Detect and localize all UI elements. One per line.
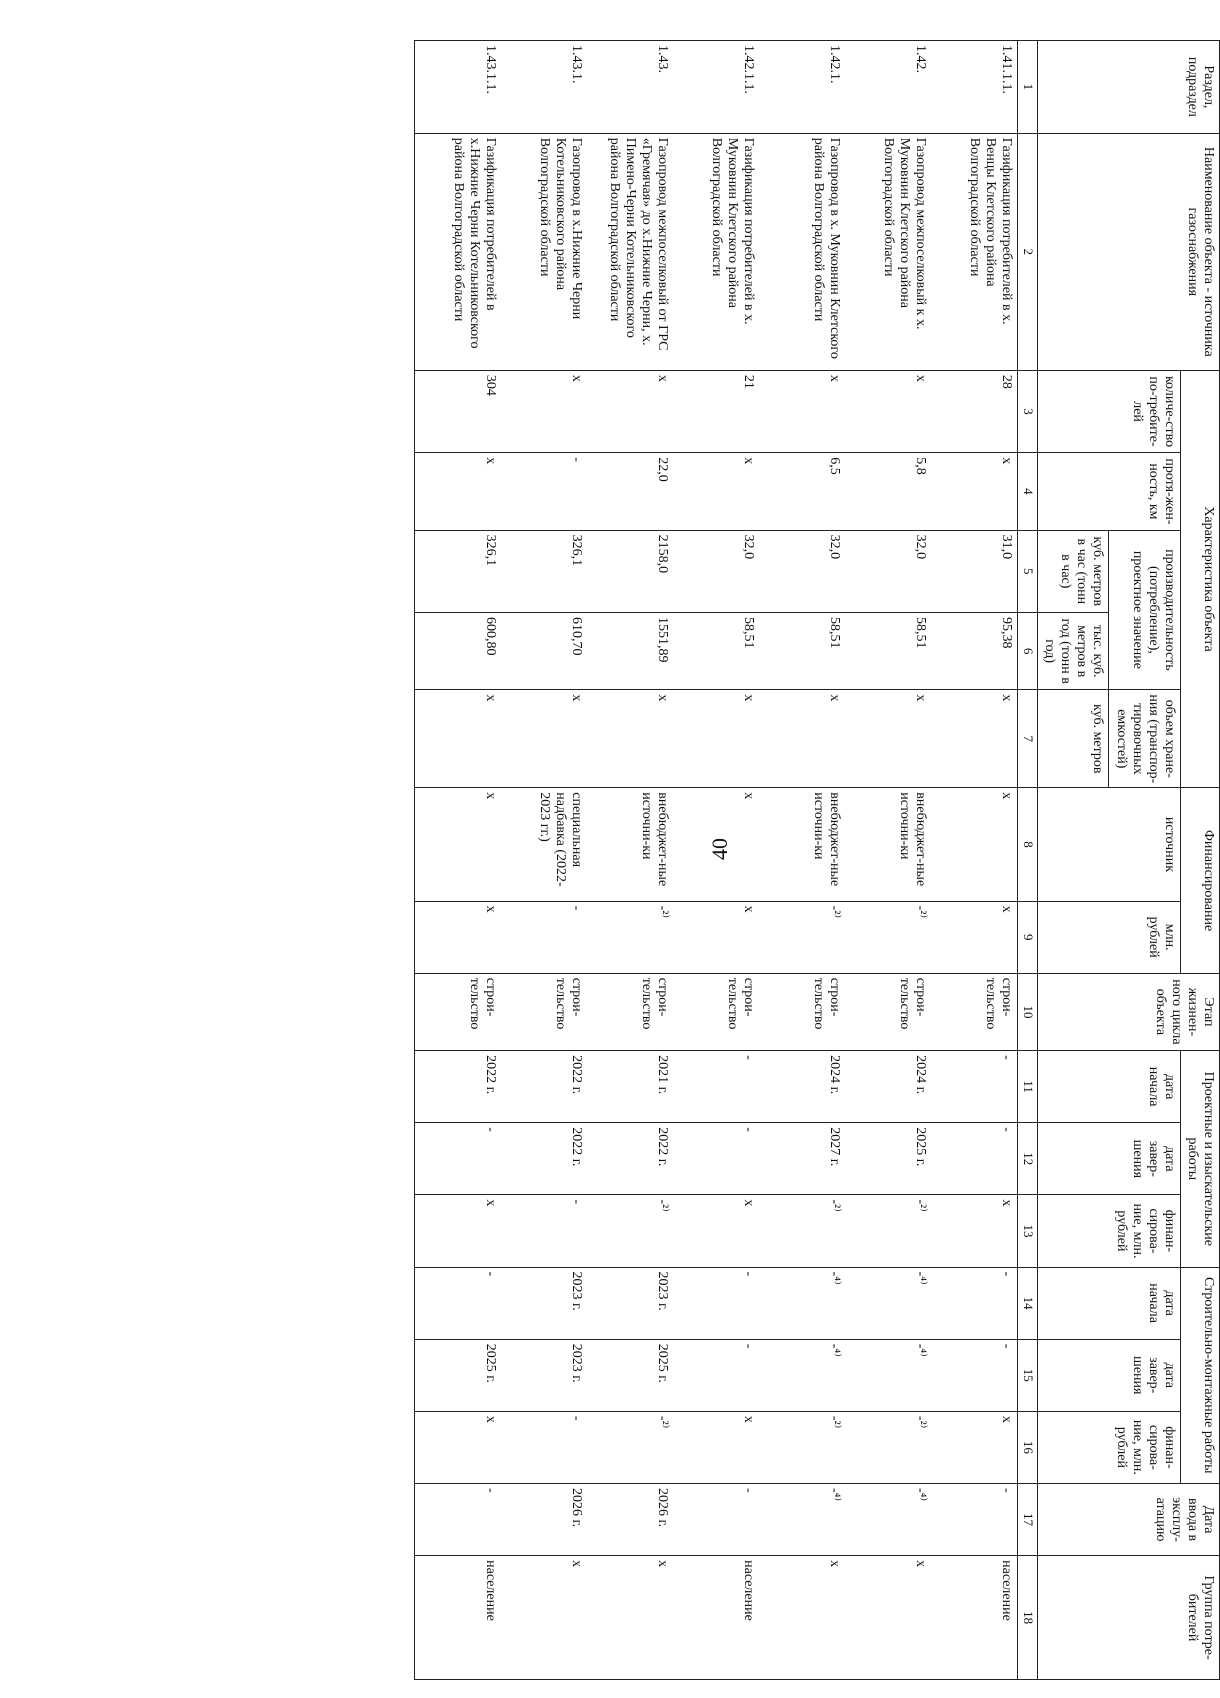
- cell-lifecycle: строи-тельство: [415, 973, 502, 1050]
- cell-construction-start: -: [673, 1267, 759, 1339]
- column-number: 14: [1018, 1267, 1038, 1339]
- cell-construction-end: -: [931, 1339, 1018, 1411]
- header-storage-unit: куб. метров: [1038, 690, 1109, 788]
- column-number: 10: [1018, 973, 1038, 1050]
- column-number: 7: [1018, 690, 1038, 788]
- cell-consumers-count: х: [845, 370, 931, 452]
- cell-design-end: 2022 г.: [587, 1123, 673, 1195]
- cell-cubic-per-hour: 31,0: [931, 530, 1018, 612]
- header-commissioning: Дата ввода в эксплу-атацию: [1038, 1483, 1220, 1555]
- cell-section: 1.41.1.1.: [931, 41, 1018, 134]
- cell-lifecycle: строи-тельство: [845, 973, 931, 1050]
- cell-length: 22,0: [587, 453, 673, 530]
- cell-thousand-cubic-per-year: 58,51: [759, 613, 845, 690]
- cell-section: 1.42.1.1.: [673, 41, 759, 134]
- cell-source: х: [673, 788, 759, 901]
- cell-length: х: [673, 453, 759, 530]
- cell-consumers-count: 21: [673, 370, 759, 452]
- cell-construction-end: 2023 г.: [501, 1339, 587, 1411]
- cell-section: 1.43.1.1.: [415, 41, 502, 134]
- column-number: 17: [1018, 1483, 1038, 1555]
- cell-construction-end: 2025 г.: [415, 1339, 502, 1411]
- cell-commissioning: -: [673, 1483, 759, 1555]
- cell-consumer-group: население: [673, 1556, 759, 1680]
- cell-design-end: -: [931, 1123, 1018, 1195]
- cell-design-end: -: [415, 1123, 502, 1195]
- cell-thousand-cubic-per-year: 610,70: [501, 613, 587, 690]
- cell-source: х: [415, 788, 502, 901]
- cell-consumer-group: х: [587, 1556, 673, 1680]
- column-number: 11: [1018, 1051, 1038, 1123]
- cell-construction-end: -: [673, 1339, 759, 1411]
- cell-construction-start: 2023 г.: [587, 1267, 673, 1339]
- cell-construction-financing: х: [415, 1411, 502, 1483]
- cell-cubic-per-hour: 2158,0: [587, 530, 673, 612]
- cell-commissioning: -⁴⁾: [759, 1483, 845, 1555]
- cell-name: Газопровод в х. Муковнин Клетского района Волгоградской области: [759, 133, 845, 370]
- cell-thousand-cubic-per-year: 58,51: [845, 613, 931, 690]
- cell-source: внебюджет-ные источни-ки: [845, 788, 931, 901]
- cell-section: 1.42.: [845, 41, 931, 134]
- column-number: 2: [1018, 133, 1038, 370]
- header-name: Наименование объекта - источника газоснабжения: [1038, 133, 1220, 370]
- cell-name: Газификация потребителей в х. Венцы Клетского района Волгоградской области: [931, 133, 1018, 370]
- cell-consumers-count: х: [501, 370, 587, 452]
- cell-construction-financing: -²⁾: [845, 1411, 931, 1483]
- header-design-date-end: дата завер-шения: [1038, 1123, 1181, 1195]
- cell-commissioning: -: [931, 1483, 1018, 1555]
- cell-length: х: [931, 453, 1018, 530]
- header-financing: Финансирование: [1180, 788, 1219, 974]
- cell-thousand-cubic-per-year: 58,51: [673, 613, 759, 690]
- cell-design-end: -: [673, 1123, 759, 1195]
- cell-length: -: [501, 453, 587, 530]
- gasification-table: [414, 40, 1220, 1680]
- cell-construction-start: -: [931, 1267, 1018, 1339]
- cell-construction-start: -⁴⁾: [845, 1267, 931, 1339]
- header-cubic-per-hour: куб. метров в час (тонн в час): [1038, 530, 1109, 612]
- cell-consumers-count: х: [587, 370, 673, 452]
- header-lifecycle: Этап жизнен-ного цикла объекта: [1038, 973, 1220, 1050]
- cell-financing: -²⁾: [759, 901, 845, 973]
- cell-lifecycle: строи-тельство: [501, 973, 587, 1050]
- table-row: [931, 41, 1018, 1680]
- table-row: [759, 41, 845, 1680]
- cell-source: внебюджет-ные источни-ки: [759, 788, 845, 901]
- cell-consumer-group: население: [415, 1556, 502, 1680]
- cell-source: х: [931, 788, 1018, 901]
- cell-construction-start: -: [415, 1267, 502, 1339]
- table-body: [415, 41, 1018, 1680]
- header-construction-financing: финан-сирова-ние, млн. рублей: [1038, 1411, 1181, 1483]
- cell-consumer-group: население: [931, 1556, 1018, 1680]
- cell-storage: х: [673, 690, 759, 788]
- column-number: 12: [1018, 1123, 1038, 1195]
- cell-consumer-group: х: [845, 1556, 931, 1680]
- cell-financing: -: [501, 901, 587, 973]
- rotated-table-container: [160, 40, 1220, 1680]
- header-construction-works: Строительно-монтажные работы: [1180, 1267, 1219, 1483]
- cell-storage: х: [845, 690, 931, 788]
- cell-design-financing: х: [673, 1195, 759, 1267]
- header-capacity: производительность (потребление), проектное значение: [1109, 530, 1180, 690]
- page-number: 40: [707, 838, 732, 860]
- cell-storage: х: [931, 690, 1018, 788]
- cell-lifecycle: строи-тельство: [673, 973, 759, 1050]
- column-number: 5: [1018, 530, 1038, 612]
- cell-design-start: 2024 г.: [845, 1051, 931, 1123]
- cell-section: 1.43.: [587, 41, 673, 134]
- cell-name: Газификация потребителей в х.Нижние Черни Котельниковского района Волгоградской области: [415, 133, 502, 370]
- header-construction-date-end: дата завер-шения: [1038, 1339, 1181, 1411]
- cell-storage: х: [501, 690, 587, 788]
- header-design-date-start: дата начала: [1038, 1051, 1181, 1123]
- column-number: 1: [1018, 41, 1038, 134]
- column-number: 18: [1018, 1556, 1038, 1680]
- cell-design-end: 2025 г.: [845, 1123, 931, 1195]
- cell-design-start: 2022 г.: [501, 1051, 587, 1123]
- cell-length: 6,5: [759, 453, 845, 530]
- cell-name: Газопровод межпоселковый к х. Муковнин Клетского района Волгоградской области: [845, 133, 931, 370]
- header-consumers-count: количе-ство по-требите-лей: [1038, 370, 1181, 452]
- column-number: 8: [1018, 788, 1038, 901]
- cell-cubic-per-hour: 32,0: [759, 530, 845, 612]
- cell-design-end: 2027 г.: [759, 1123, 845, 1195]
- cell-storage: х: [415, 690, 502, 788]
- header-characteristics: Характеристика объекта: [1180, 370, 1219, 787]
- header-source: источник: [1038, 788, 1181, 901]
- column-number: 4: [1018, 453, 1038, 530]
- cell-cubic-per-hour: 326,1: [415, 530, 502, 612]
- cell-construction-start: -⁴⁾: [759, 1267, 845, 1339]
- cell-commissioning: 2026 г.: [587, 1483, 673, 1555]
- cell-storage: х: [587, 690, 673, 788]
- cell-storage: х: [759, 690, 845, 788]
- cell-design-start: 2024 г.: [759, 1051, 845, 1123]
- cell-construction-end: -⁴⁾: [845, 1339, 931, 1411]
- cell-design-financing: -²⁾: [759, 1195, 845, 1267]
- cell-consumer-group: х: [759, 1556, 845, 1680]
- cell-financing: -²⁾: [845, 901, 931, 973]
- cell-cubic-per-hour: 32,0: [845, 530, 931, 612]
- column-number: 13: [1018, 1195, 1038, 1267]
- header-mln-rub: млн. рублей: [1038, 901, 1181, 973]
- column-number: 3: [1018, 370, 1038, 452]
- cell-construction-end: 2025 г.: [587, 1339, 673, 1411]
- cell-lifecycle: строи-тельство: [587, 973, 673, 1050]
- cell-thousand-cubic-per-year: 1551,89: [587, 613, 673, 690]
- header-design-financing: финан-сирова-ние, млн. рублей: [1038, 1195, 1181, 1267]
- cell-lifecycle: строи-тельство: [759, 973, 845, 1050]
- header-thousand-cubic-per-year: тыс. куб. метров в год (тонн в год): [1038, 613, 1109, 690]
- cell-consumers-count: 304: [415, 370, 502, 452]
- cell-construction-financing: х: [673, 1411, 759, 1483]
- cell-section: 1.42.1.: [759, 41, 845, 134]
- cell-financing: х: [673, 901, 759, 973]
- cell-cubic-per-hour: 32,0: [673, 530, 759, 612]
- cell-commissioning: -: [415, 1483, 502, 1555]
- cell-design-end: 2022 г.: [501, 1123, 587, 1195]
- cell-design-start: 2022 г.: [415, 1051, 502, 1123]
- header-length: протя-жен-ность, км: [1038, 453, 1181, 530]
- cell-construction-end: -⁴⁾: [759, 1339, 845, 1411]
- cell-construction-financing: -²⁾: [759, 1411, 845, 1483]
- cell-consumer-group: х: [501, 1556, 587, 1680]
- header-section: Раздел, подраздел: [1038, 41, 1220, 134]
- column-number: 9: [1018, 901, 1038, 973]
- cell-financing: -²⁾: [587, 901, 673, 973]
- table-row: [415, 41, 502, 1680]
- cell-thousand-cubic-per-year: 95,38: [931, 613, 1018, 690]
- cell-length: х: [415, 453, 502, 530]
- cell-construction-financing: -²⁾: [587, 1411, 673, 1483]
- header-consumer-group: Группа потре-бителей: [1038, 1556, 1220, 1680]
- cell-financing: х: [415, 901, 502, 973]
- cell-design-start: 2021 г.: [587, 1051, 673, 1123]
- cell-thousand-cubic-per-year: 600,80: [415, 613, 502, 690]
- cell-source: специальная надбавка (2022-2023 гг.): [501, 788, 587, 901]
- table-row: [845, 41, 931, 1680]
- cell-lifecycle: строи-тельство: [931, 973, 1018, 1050]
- cell-construction-financing: х: [931, 1411, 1018, 1483]
- column-number: 6: [1018, 613, 1038, 690]
- cell-consumers-count: х: [759, 370, 845, 452]
- cell-name: Газопровод межпоселковый от ГРС «Гремячая» до х.Нижние Черни, х. Пимено-Черни Котельниковского района Волгоградской области: [587, 133, 673, 370]
- header-storage: объем хране-ния (транспор-тировочных емкостей): [1109, 690, 1180, 788]
- cell-design-financing: х: [415, 1195, 502, 1267]
- cell-design-financing: х: [931, 1195, 1018, 1267]
- cell-construction-financing: -: [501, 1411, 587, 1483]
- cell-construction-start: 2023 г.: [501, 1267, 587, 1339]
- cell-design-start: -: [673, 1051, 759, 1123]
- cell-commissioning: 2026 г.: [501, 1483, 587, 1555]
- table-row: [501, 41, 587, 1680]
- table-row: [673, 41, 759, 1680]
- column-number: 15: [1018, 1339, 1038, 1411]
- cell-financing: х: [931, 901, 1018, 973]
- cell-section: 1.43.1.: [501, 41, 587, 134]
- cell-source: внебюджет-ные источни-ки: [587, 788, 673, 901]
- cell-design-financing: -: [501, 1195, 587, 1267]
- cell-cubic-per-hour: 326,1: [501, 530, 587, 612]
- header-design-works: Проектные и изыскательские работы: [1180, 1051, 1219, 1267]
- cell-design-financing: -²⁾: [587, 1195, 673, 1267]
- cell-name: Газопровод в х.Нижние Черни Котельниковского района Волгоградской области: [501, 133, 587, 370]
- cell-design-financing: -²⁾: [845, 1195, 931, 1267]
- cell-length: 5,8: [845, 453, 931, 530]
- cell-consumers-count: 28: [931, 370, 1018, 452]
- table-row: [587, 41, 673, 1680]
- cell-commissioning: -⁴⁾: [845, 1483, 931, 1555]
- cell-name: Газификация потребителей в х. Муковнин Клетского района Волгоградской области: [673, 133, 759, 370]
- cell-design-start: -: [931, 1051, 1018, 1123]
- header-construction-date-start: дата начала: [1038, 1267, 1181, 1339]
- column-number: 16: [1018, 1411, 1038, 1483]
